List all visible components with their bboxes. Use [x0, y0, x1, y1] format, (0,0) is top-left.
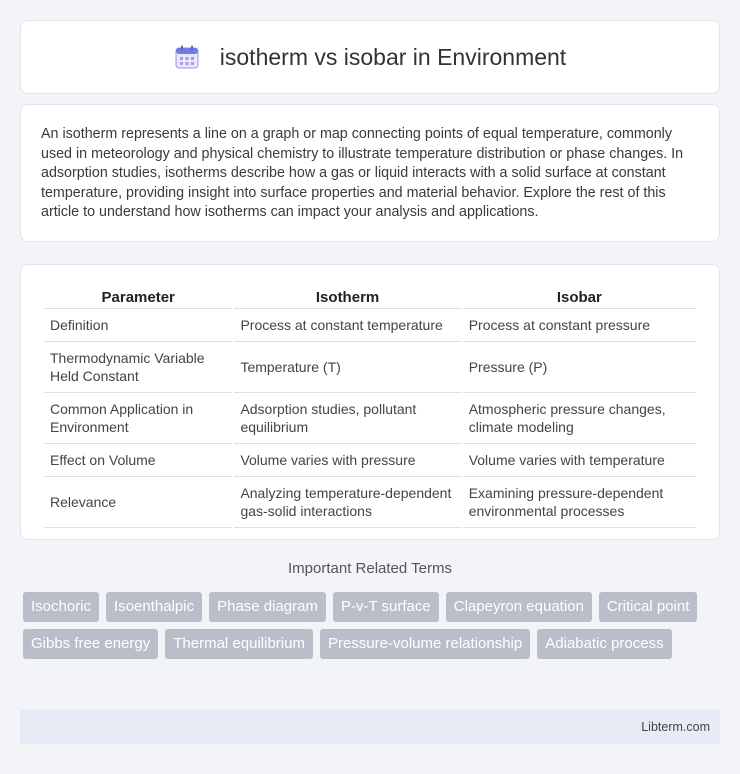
- related-term-tag[interactable]: Isochoric: [23, 592, 99, 622]
- table-cell: Effect on Volume: [44, 444, 232, 477]
- table-header-row: [44, 285, 696, 309]
- table-cell: Thermodynamic Variable Held Constant: [44, 342, 232, 393]
- related-term-tag[interactable]: P-v-T surface: [333, 592, 439, 622]
- intro-card: [20, 104, 720, 242]
- table-row: [44, 342, 696, 393]
- table-row: [44, 444, 696, 477]
- intro-text: An isotherm represents a line on a graph or map connecting points of equal temperature, commonly used in meteorology and physical chemistry to illustrate temperature distribution or phase changes. In adsorption studies, isotherms describe how a gas or liquid interacts with a solid surface at constant temperature, providing insight into surface properties and material behavior. Explore the rest of this article to understand how isotherms can impact your analysis and applications.: [41, 126, 684, 221]
- table-cell: Analyzing temperature-dependent gas-solid interactions: [234, 477, 460, 528]
- table-row: [44, 309, 696, 342]
- table-cell: Process at constant temperature: [234, 309, 460, 342]
- comparison-table: [42, 285, 698, 528]
- column-header: Isotherm: [234, 285, 460, 309]
- related-term-tag[interactable]: Critical point: [599, 592, 698, 622]
- table-row: [44, 393, 696, 444]
- table-cell: Definition: [44, 309, 232, 342]
- table-cell: Common Application in Environment: [44, 393, 232, 444]
- related-term-tag[interactable]: Pressure-volume relationship: [320, 629, 530, 659]
- page-title: isotherm vs isobar in Environment: [219, 43, 567, 70]
- calendar-icon: [174, 44, 200, 70]
- related-term-tag[interactable]: Adiabatic process: [537, 629, 671, 659]
- footer-site-link[interactable]: Libterm.com: [641, 720, 710, 734]
- related-terms-title: Important Related Terms: [288, 560, 452, 577]
- table-cell: Volume varies with pressure: [234, 444, 460, 477]
- related-term-tag[interactable]: Clapeyron equation: [446, 592, 592, 622]
- comparison-card: [20, 264, 720, 540]
- related-terms-list: [23, 592, 723, 666]
- related-term-tag[interactable]: Isoenthalpic: [106, 592, 202, 622]
- column-header: Isobar: [463, 285, 696, 309]
- table-cell: Volume varies with temperature: [463, 444, 696, 477]
- related-term-tag[interactable]: Thermal equilibrium: [165, 629, 313, 659]
- table-cell: Examining pressure-dependent environmental processes: [463, 477, 696, 528]
- table-cell: Process at constant pressure: [463, 309, 696, 342]
- table-cell: Adsorption studies, pollutant equilibrium: [234, 393, 460, 444]
- related-term-tag[interactable]: Phase diagram: [209, 592, 326, 622]
- footer: [20, 710, 720, 744]
- table-cell: Relevance: [44, 477, 232, 528]
- table-cell: Atmospheric pressure changes, climate modeling: [463, 393, 696, 444]
- related-term-tag[interactable]: Gibbs free energy: [23, 629, 158, 659]
- table-cell: Pressure (P): [463, 342, 696, 393]
- table-cell: Temperature (T): [234, 342, 460, 393]
- table-row: [44, 477, 696, 528]
- header-card: [20, 20, 720, 94]
- column-header: Parameter: [44, 285, 232, 309]
